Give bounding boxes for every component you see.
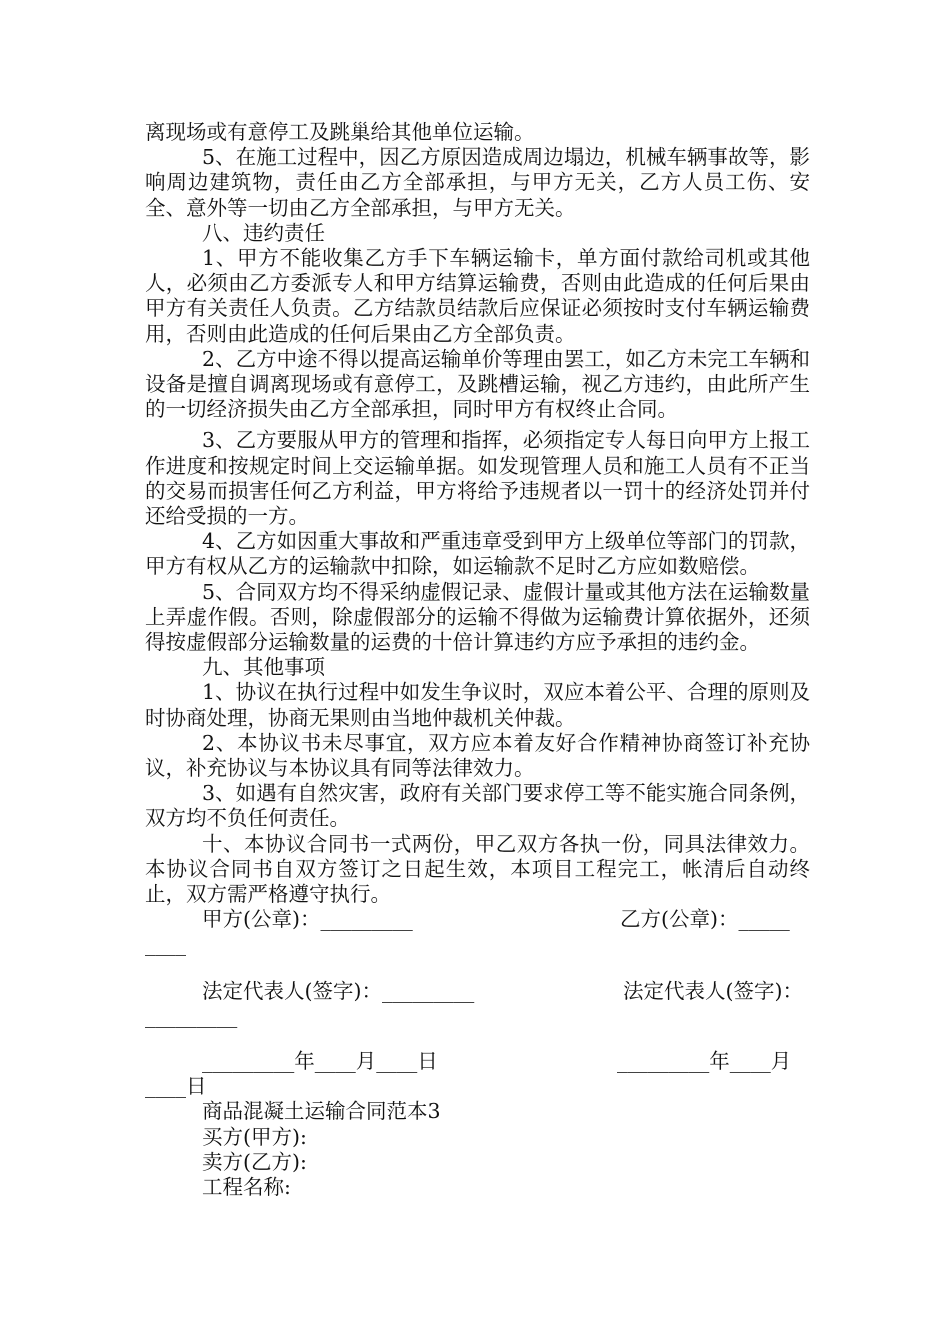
date-row <box>145 1049 810 1074</box>
party-a-date: _________年____月____日 <box>202 1049 438 1074</box>
party-b-date-continuation: ____日 <box>145 1074 207 1099</box>
next-contract-title: 商品混凝土运输合同范本3 <box>202 1099 441 1124</box>
clause-7-5: 5、在施工过程中，因乙方原因造成周边塌边，机械车辆事故等，影响周边建筑物，责任由乙方全部承担，与甲方无关，乙方人员工伤、安全、意外等一切由乙方全部承担，与甲方无关。 <box>145 145 810 220</box>
representative-row <box>145 979 810 1004</box>
party-b-seal-continuation: ____ <box>145 932 186 957</box>
paragraph-continuation: 离现场或有意停工及跳巢给其他单位运输。 <box>145 120 535 144</box>
project-name-label: 工程名称: <box>202 1175 291 1200</box>
party-a-representative: 法定代表人(签字)：_________ <box>202 978 475 1003</box>
clause-8-4: 4、乙方如因重大事故和严重违章受到甲方上级单位等部门的罚款，甲方有权从乙方的运输款中扣除，如运输款不足时乙方应如数赔偿。 <box>145 529 810 579</box>
seller-label: 卖方(乙方): <box>202 1149 307 1174</box>
party-b-date: _________年____月 <box>617 1049 792 1074</box>
party-a-seal: 甲方(公章)：_________ <box>202 907 413 932</box>
section-heading-9: 九、其他事项 <box>202 655 325 680</box>
clause-8-3: 3、乙方要服从甲方的管理和指挥，必须指定专人每日向甲方上报工作进度和按规定时间上交运输单据。如发现管理人员和施工人员有不正当的交易而损害任何乙方利益，甲方将给予违规者以一罚十的经济处罚并付还给受损的一方。 <box>145 428 810 529</box>
clause-9-1: 1、协议在执行过程中如发生争议时，双应本着公平、合理的原则及时协商处理，协商无果则由当地仲裁机关仲裁。 <box>145 680 810 730</box>
party-b-representative: 法定代表人(签字)： <box>623 978 803 1003</box>
party-b-representative-continuation: _________ <box>145 1003 238 1028</box>
clause-9-2: 2、本协议书未尽事宜，双方应本着友好合作精神协商签订补充协议，补充协议与本协议具有同等法律效力。 <box>145 730 810 781</box>
clause-8-5: 5、合同双方均不得采纳虚假记录、虚假计量或其他方法在运输数量上弄虚作假。否则，除虚假部分的运输不得做为运输费计算依据外，还须得按虚假部分运输数量的运费的十倍计算违约方应予承担的违约金。 <box>145 579 810 655</box>
clause-8-2: 2、乙方中途不得以提高运输单价等理由罢工，如乙方未完工车辆和设备是擅自调离现场或有意停工，及跳槽运输，视乙方违约，由此所产生的一切经济损失由乙方全部承担，同时甲方有权终止合同。 <box>145 346 810 422</box>
clause-8-1: 1、甲方不能收集乙方手下车辆运输卡，单方面付款给司机或其他人，必须由乙方委派专人和甲方结算运输费，否则由此造成的任何后果由甲方有关责任人负责。乙方结款员结款后应保证必须按时支付车辆运输费用，否则由此造成的任何后果由乙方全部负责。 <box>145 246 810 346</box>
buyer-label: 买方(甲方): <box>202 1124 307 1149</box>
seal-row <box>145 907 810 932</box>
spacer <box>145 1029 810 1049</box>
clause-10: 十、本协议合同书一式两份，甲乙双方各执一份，同具法律效力。本协议合同书自双方签订之日起生效，本项目工程完工，帐清后自动终止，双方需严格遵守执行。 <box>145 831 810 907</box>
section-heading-8: 八、违约责任 <box>202 220 325 245</box>
clause-9-3: 3、如遇有自然灾害，政府有关部门要求停工等不能实施合同条例，双方均不负任何责任。 <box>145 781 810 831</box>
document-page <box>145 120 810 1200</box>
party-b-seal: 乙方(公章)：_____ <box>620 907 790 932</box>
spacer <box>145 958 810 979</box>
